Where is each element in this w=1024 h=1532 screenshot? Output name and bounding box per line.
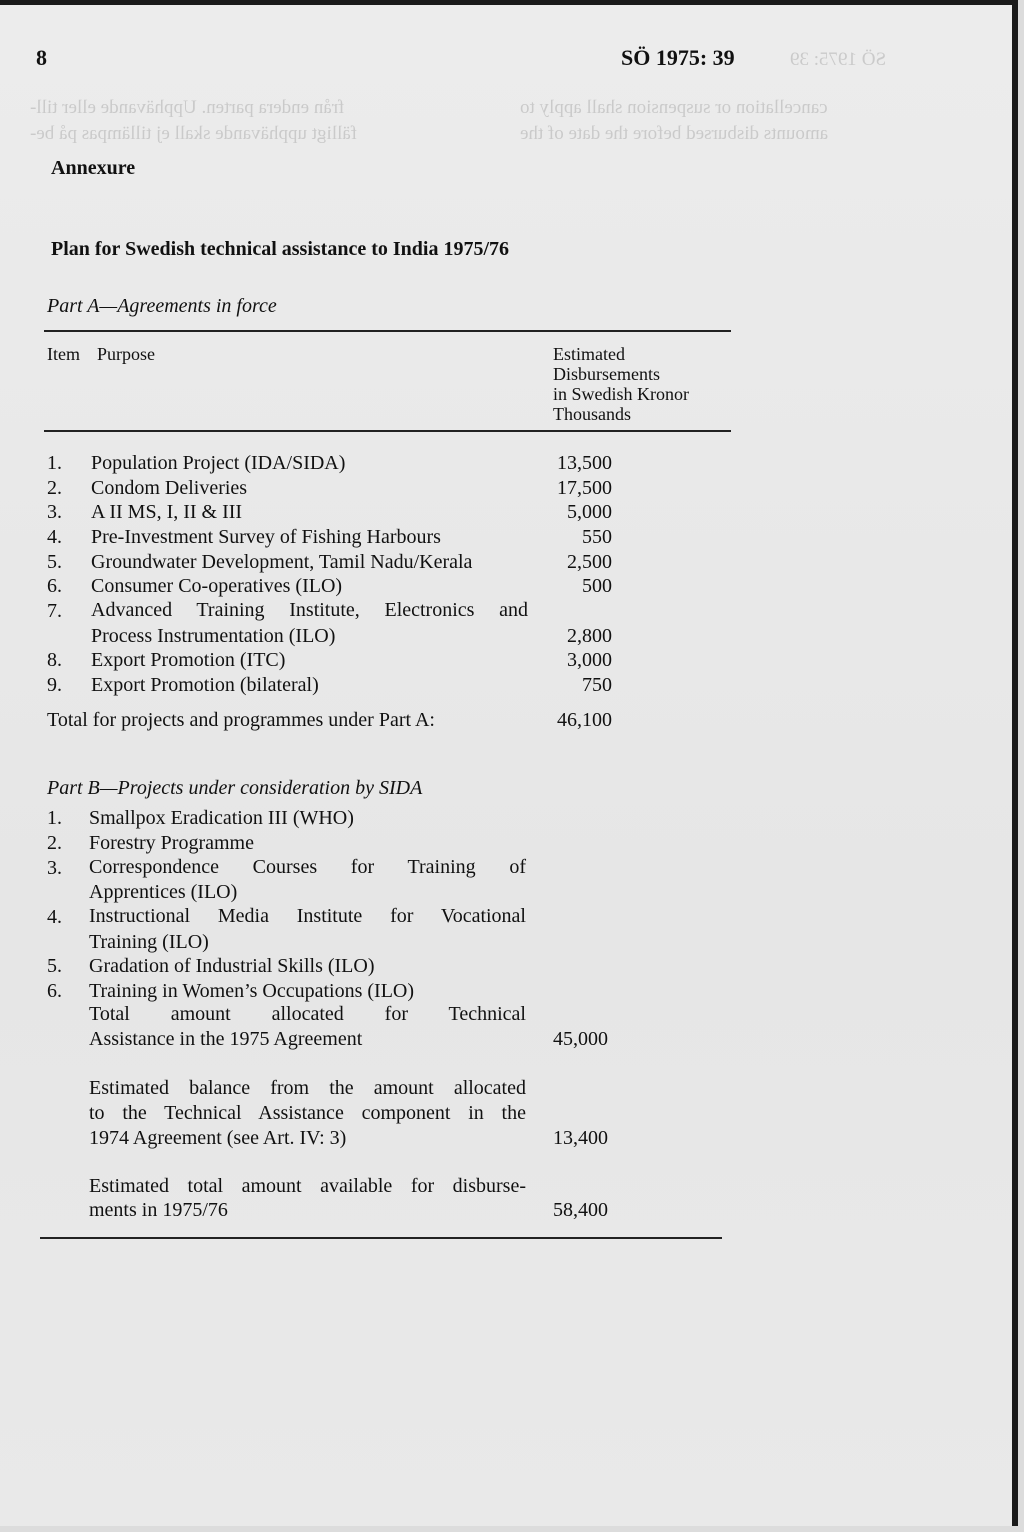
show-through-text: cancellation or suspension shall apply to xyxy=(520,97,828,118)
row-amount: 3,000 xyxy=(567,649,612,671)
part-a-total-value: 46,100 xyxy=(557,709,612,731)
item-number: 4. xyxy=(47,906,62,928)
item-text-continued: Training (ILO) xyxy=(89,931,209,953)
page-number: 8 xyxy=(36,45,47,70)
balance-line-3: 1974 Agreement (see Art. IV: 3) xyxy=(89,1127,347,1149)
item-text: Smallpox Eradication III (WHO) xyxy=(89,807,354,829)
row-amount: 750 xyxy=(582,674,612,696)
row-amount: 5,000 xyxy=(567,501,612,523)
total-available-line-1: Estimated total amount available for disburse- xyxy=(89,1175,526,1197)
row-amount: 13,500 xyxy=(557,452,612,474)
show-through-text: från endera parten. Upphävande eller till- xyxy=(30,97,345,118)
item-text: Correspondence Courses for Training of xyxy=(89,856,526,878)
row-purpose: Consumer Co-operatives (ILO) xyxy=(91,575,343,597)
row-amount: 17,500 xyxy=(557,477,612,499)
column-header-amount-1: Estimated xyxy=(553,344,625,364)
part-a-total-label: Total for projects and programmes under Part A: xyxy=(47,709,435,731)
row-number: 3. xyxy=(47,501,62,523)
page-title: Plan for Swedish technical assistance to India 1975/76 xyxy=(51,238,509,260)
show-through-text: amounts disbursed before the date of the xyxy=(520,123,829,144)
total-allocated-value: 45,000 xyxy=(553,1028,608,1050)
item-number: 3. xyxy=(47,857,62,879)
show-through-text: fälligt upphävande skall ej tillämpas på be- xyxy=(30,123,358,144)
total-available-value: 58,400 xyxy=(553,1199,608,1221)
total-allocated-line-1: Total amount allocated for Technical xyxy=(89,1003,526,1025)
row-purpose: Advanced Training Institute, Electronics and xyxy=(91,599,528,621)
column-header-amount-3: in Swedish Kronor xyxy=(553,384,689,404)
row-number: 2. xyxy=(47,477,62,499)
item-text: Gradation of Industrial Skills (ILO) xyxy=(89,955,375,977)
item-number: 1. xyxy=(47,807,62,829)
row-number: 7. xyxy=(47,600,62,622)
row-number: 4. xyxy=(47,526,62,548)
row-amount: 500 xyxy=(582,575,612,597)
total-allocated-line-2: Assistance in the 1975 Agreement xyxy=(89,1028,363,1050)
row-number: 6. xyxy=(47,575,62,597)
column-header-amount-4: Thousands xyxy=(553,404,631,424)
row-amount: 550 xyxy=(582,526,612,548)
annexure-label: Annexure xyxy=(51,157,136,179)
row-purpose: Export Promotion (ITC) xyxy=(91,649,286,671)
balance-line-2: to the Technical Assistance component in the xyxy=(89,1102,526,1124)
row-purpose: A II MS, I, II & III xyxy=(91,501,243,523)
row-purpose: Pre-Investment Survey of Fishing Harbours xyxy=(91,526,441,548)
row-purpose: Groundwater Development, Tamil Nadu/Kerala xyxy=(91,551,473,573)
part-a-heading: Part A—Agreements in force xyxy=(47,295,277,317)
balance-value: 13,400 xyxy=(553,1127,608,1149)
row-purpose: Condom Deliveries xyxy=(91,477,248,499)
row-number: 8. xyxy=(47,649,62,671)
row-number: 9. xyxy=(47,674,62,696)
item-number: 2. xyxy=(47,832,62,854)
item-text: Training in Women’s Occupations (ILO) xyxy=(89,980,415,1002)
total-available-line-2: ments in 1975/76 xyxy=(89,1199,228,1221)
row-purpose-continued: Process Instrumentation (ILO) xyxy=(91,625,336,647)
part-b-heading: Part B—Projects under consideration by SIDA xyxy=(47,777,423,799)
show-through-text: SÖ 1975: 39 xyxy=(790,49,887,70)
bottom-rule xyxy=(40,1237,722,1239)
running-title: SÖ 1975: 39 xyxy=(621,45,735,70)
row-number: 5. xyxy=(47,551,62,573)
row-amount: 2,500 xyxy=(567,551,612,573)
item-number: 6. xyxy=(47,980,62,1002)
table-header-rule xyxy=(44,430,731,432)
row-amount: 2,800 xyxy=(567,625,612,647)
column-header-purpose: Purpose xyxy=(97,344,155,364)
item-text-continued: Apprentices (ILO) xyxy=(89,881,238,903)
item-text: Instructional Media Institute for Vocational xyxy=(89,905,526,927)
column-header-amount-2: Disbursements xyxy=(553,364,660,384)
balance-line-1: Estimated balance from the amount allocated xyxy=(89,1077,526,1099)
item-text: Forestry Programme xyxy=(89,832,254,854)
table-top-rule xyxy=(44,330,731,332)
item-number: 5. xyxy=(47,955,62,977)
row-number: 1. xyxy=(47,452,62,474)
row-purpose: Population Project (IDA/SIDA) xyxy=(91,452,346,474)
row-purpose: Export Promotion (bilateral) xyxy=(91,674,319,696)
column-header-item: Item xyxy=(47,344,80,364)
